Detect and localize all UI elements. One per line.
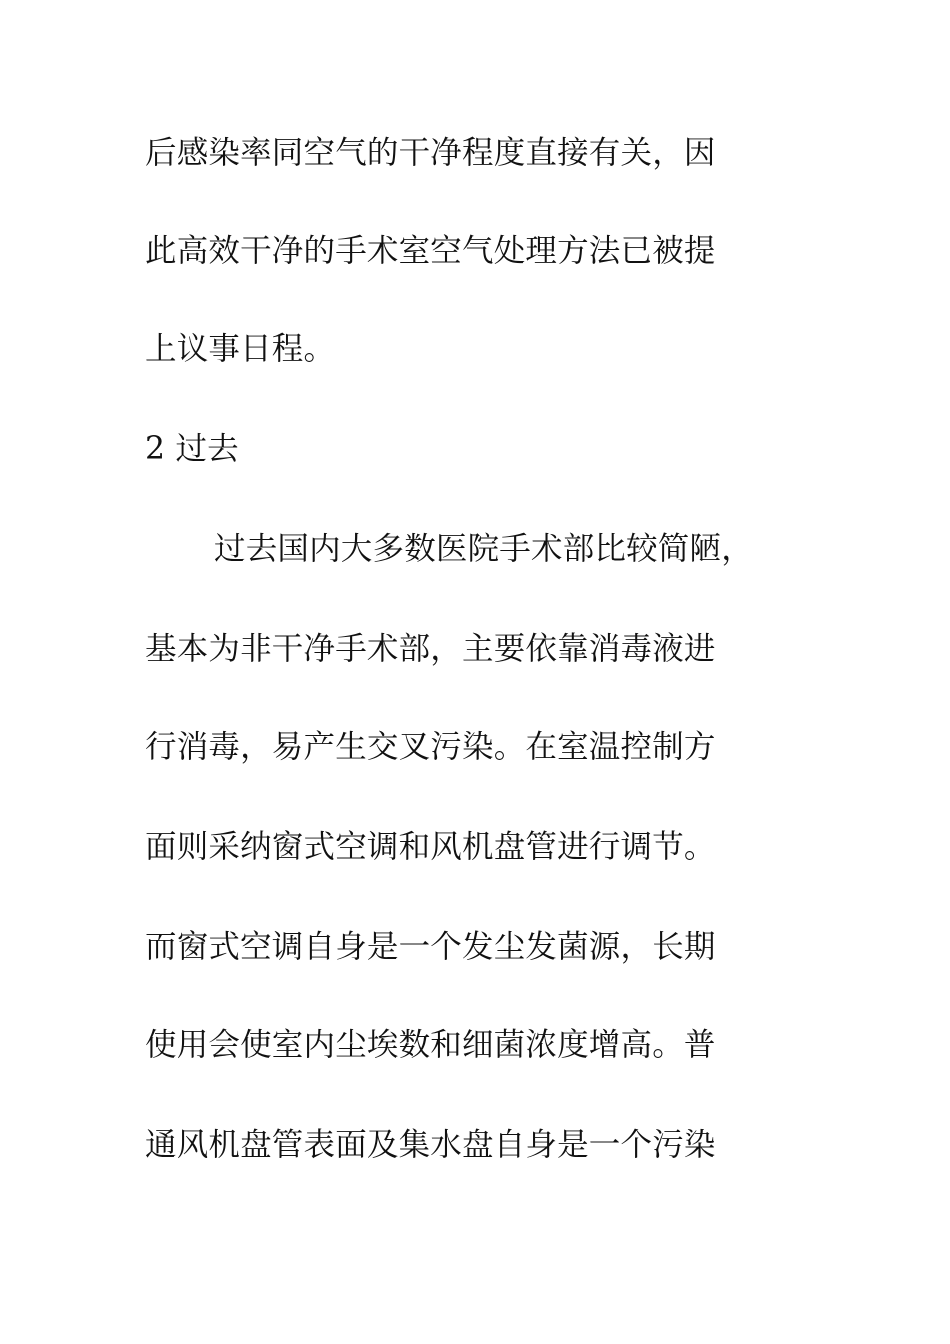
paragraph-line: 通风机盘管表面及集水盘自身是一个污染 <box>145 1127 716 1163</box>
paragraph-line: 面则采纳窗式空调和风机盘管进行调节。 <box>145 829 716 865</box>
paragraph-line: 行消毒，易产生交叉污染。在室温控制方 <box>145 729 716 765</box>
paragraph-line: 后感染率同空气的干净程度直接有关，因 <box>145 135 716 171</box>
paragraph-line: 基本为非干净手术部，主要依靠消毒液进 <box>145 631 716 667</box>
paragraph-line: 此高效干净的手术室空气处理方法已被提 <box>145 233 716 269</box>
paragraph-line: 而窗式空调自身是一个发尘发菌源，长期 <box>145 929 716 965</box>
paragraph-line: 过去国内大多数医院手术部比较简陋， <box>214 531 753 567</box>
section-heading: 2 过去 <box>145 431 239 467</box>
paragraph-line: 上议事日程。 <box>145 331 336 367</box>
paragraph-line: 使用会使室内尘埃数和细菌浓度增高。普 <box>145 1027 716 1063</box>
